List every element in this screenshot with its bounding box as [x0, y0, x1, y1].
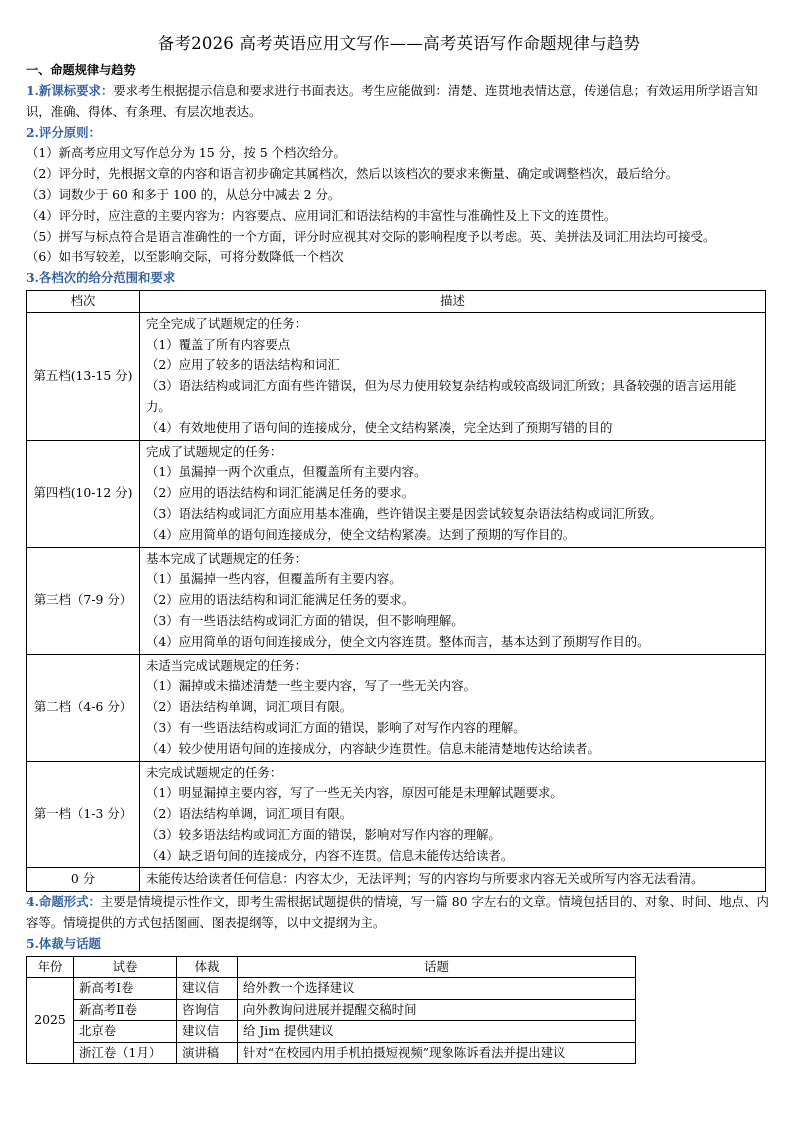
description-line: （1）覆盖了所有内容要点	[146, 336, 291, 352]
description-line: （1）虽漏掉一些内容，但覆盖所有主要内容。	[146, 571, 402, 587]
table-row	[27, 978, 636, 1000]
table-header-row	[27, 956, 636, 978]
year-cell: 2025	[27, 978, 74, 1064]
section-heading: 一、命题规律与趋势	[26, 63, 136, 77]
curriculum-requirement	[26, 81, 772, 123]
description-line: 完成了试题规定的任务：	[146, 443, 283, 459]
genre-cell: 建议信	[177, 978, 238, 1000]
grade-levels-heading: 3.各档次的给分范围和要求	[26, 270, 176, 286]
description-line: （1）明显漏掉主要内容，写了一些无关内容，原因可能是未理解试题要求。	[146, 785, 563, 801]
level-cell: 0 分	[27, 868, 140, 892]
description-line: （2）语法结构单调，词汇项目有限。	[146, 806, 353, 822]
description-line: （4）有效地使用了语句间的连接成分，使全文结构紧凑，完全达到了预期写错的目的	[146, 419, 613, 435]
description-line: （2）语法结构单调，词汇项目有限。	[146, 699, 353, 715]
description-line: （4）较少使用语句间的连接成分，内容缺少连贯性。信息未能清楚地传达给读者。	[146, 740, 600, 756]
grade-levels-table	[26, 290, 766, 892]
description-line: （3）较多语法结构或词汇方面的错误，影响对写作内容的理解。	[146, 826, 501, 842]
page-title: 备考2026 高考英语应用文写作——高考英语写作命题规律与趋势	[157, 34, 641, 53]
description-line: （2）应用了较多的语法结构和词汇	[146, 357, 340, 373]
description-cell	[140, 547, 766, 654]
topic-cell: 向外教询问进展并提醒交稿时间	[238, 999, 636, 1021]
level-cell: 第二档（4-6 分）	[27, 654, 140, 761]
principle-item: （2）评分时，先根据文章的内容和语言初步确定其属档次，然后以该档次的要求来衡量、确定或调整档次，最后给分。	[26, 166, 679, 182]
scoring-principles-heading: 2.评分原则：	[26, 124, 101, 140]
curriculum-label: 1.新课标要求：	[26, 83, 114, 98]
description-line: （3）语法结构或词汇方面有些许错误，但为尽力使用较复杂结构或较高级词汇所致；具备较强的语言运用能力。	[146, 378, 737, 414]
principle-item: （5）拼写与标点符合是语言准确性的一个方面，评分时应视其对交际的影响程度予以考虑。英、美拼法及词汇用法均可接受。	[26, 228, 716, 244]
description-line: 未能传达给读者任何信息：内容太少，无法评判；写的内容均与所要求内容无关或所写内容无法看清。	[146, 871, 704, 887]
table-header-row	[27, 290, 766, 312]
table-row	[27, 440, 766, 547]
genre-topic-heading: 5.体裁与话题	[26, 935, 101, 951]
genre-topic-table	[26, 956, 636, 1065]
table-row	[27, 761, 766, 868]
level-cell: 第三档（7-9 分）	[27, 547, 140, 654]
level-cell: 第五档(13-15 分)	[27, 312, 140, 440]
description-line: （2）应用的语法结构和词汇能满足任务的要求。	[146, 485, 415, 501]
column-header-year: 年份	[27, 956, 74, 978]
document-page	[26, 30, 772, 1064]
scoring-principles-list	[26, 143, 772, 268]
description-line: （1）漏掉或未描述清楚一些主要内容，写了一些无关内容。	[146, 678, 477, 694]
column-header-paper: 试卷	[74, 956, 177, 978]
description-line: （3）语法结构或词汇方面应用基本准确，些许错误主要是因尝试较复杂语法结构或词汇所致。	[146, 505, 662, 521]
principle-item: （4）评分时，应注意的主要内容为：内容要点、应用词汇和语法结构的丰富性与准确性及上下文的连贯性。	[26, 207, 617, 223]
principle-item: （6）如书写较差，以至影响交际，可将分数降低一个档次	[26, 249, 344, 265]
topic-cell: 针对“在校园内用手机拍摄短视频”现象陈诉看法并提出建议	[238, 1042, 636, 1064]
column-header-level: 档次	[27, 290, 140, 312]
description-line: （1）虽漏掉一两个次重点，但覆盖所有主要内容。	[146, 464, 427, 480]
table-row	[27, 1042, 636, 1064]
genre-cell: 建议信	[177, 1021, 238, 1043]
paper-cell: 新高考Ⅰ卷	[74, 978, 177, 1000]
description-line: （4）应用简单的语句间连接成分，使全文内容连贯。整体而言，基本达到了预期写作目的。	[146, 633, 650, 649]
description-cell	[140, 654, 766, 761]
description-cell	[140, 761, 766, 868]
description-cell	[140, 440, 766, 547]
question-format	[26, 892, 772, 934]
table-row	[27, 1021, 636, 1043]
description-cell	[140, 312, 766, 440]
description-line: （3）有一些语法结构或词汇方面的错误，影响了对写作内容的理解。	[146, 719, 526, 735]
table-row	[27, 312, 766, 440]
principle-item: （1）新高考应用文写作总分为 15 分，按 5 个档次给分。	[26, 145, 346, 161]
description-cell	[140, 868, 766, 892]
question-format-text: 主要是情境提示性作文，即考生需根据试题提供的情境，写一篇 80 字左右的文章。情境包括目的、对象、时间、地点、内容等。情境提供的方式包括图画、图表提纲等，以中文提纲为主。	[26, 894, 769, 931]
table-row	[27, 999, 636, 1021]
level-cell: 第四档(10-12 分)	[27, 440, 140, 547]
column-header-topic: 话题	[238, 956, 636, 978]
topic-cell: 给 Jim 提供建议	[238, 1021, 636, 1043]
table-row	[27, 547, 766, 654]
principle-item: （3）词数少于 60 和多于 100 的，从总分中减去 2 分。	[26, 186, 341, 202]
curriculum-text: 要求考生根据提示信息和要求进行书面表达。考生应能做到：清楚、连贯地表情达意，传递信息；有效运用所学语言知识，准确、得体、有条理、有层次地表达。	[26, 83, 758, 119]
description-line: （2）应用的语法结构和词汇能满足任务的要求。	[146, 592, 415, 608]
column-header-genre: 体裁	[177, 956, 238, 978]
table-row	[27, 654, 766, 761]
topic-cell: 给外教一个选择建议	[238, 978, 636, 1000]
description-line: 完全完成了试题规定的任务：	[146, 315, 308, 331]
description-line: 未完成试题规定的任务：	[146, 764, 283, 780]
genre-cell: 演讲稿	[177, 1042, 238, 1064]
description-line: 基本完成了试题规定的任务：	[146, 550, 308, 566]
paper-cell: 北京卷	[74, 1021, 177, 1043]
level-cell: 第一档（1-3 分）	[27, 761, 140, 868]
question-format-label: 4.命题形式：	[26, 894, 101, 910]
description-line: （4）缺乏语句间的连接成分，内容不连贯。信息未能传达给读者。	[146, 847, 514, 863]
description-line: （4）应用简单的语句间连接成分，使全文结构紧凑。达到了预期的写作目的。	[146, 526, 576, 542]
table-row	[27, 868, 766, 892]
paper-cell: 新高考Ⅱ卷	[74, 999, 177, 1021]
description-line: 未适当完成试题规定的任务：	[146, 657, 308, 673]
column-header-description: 描述	[140, 290, 766, 312]
paper-cell: 浙江卷（1月）	[74, 1042, 177, 1064]
description-line: （3）有一些语法结构或词汇方面的错误，但不影响理解。	[146, 612, 464, 628]
genre-cell: 咨询信	[177, 999, 238, 1021]
